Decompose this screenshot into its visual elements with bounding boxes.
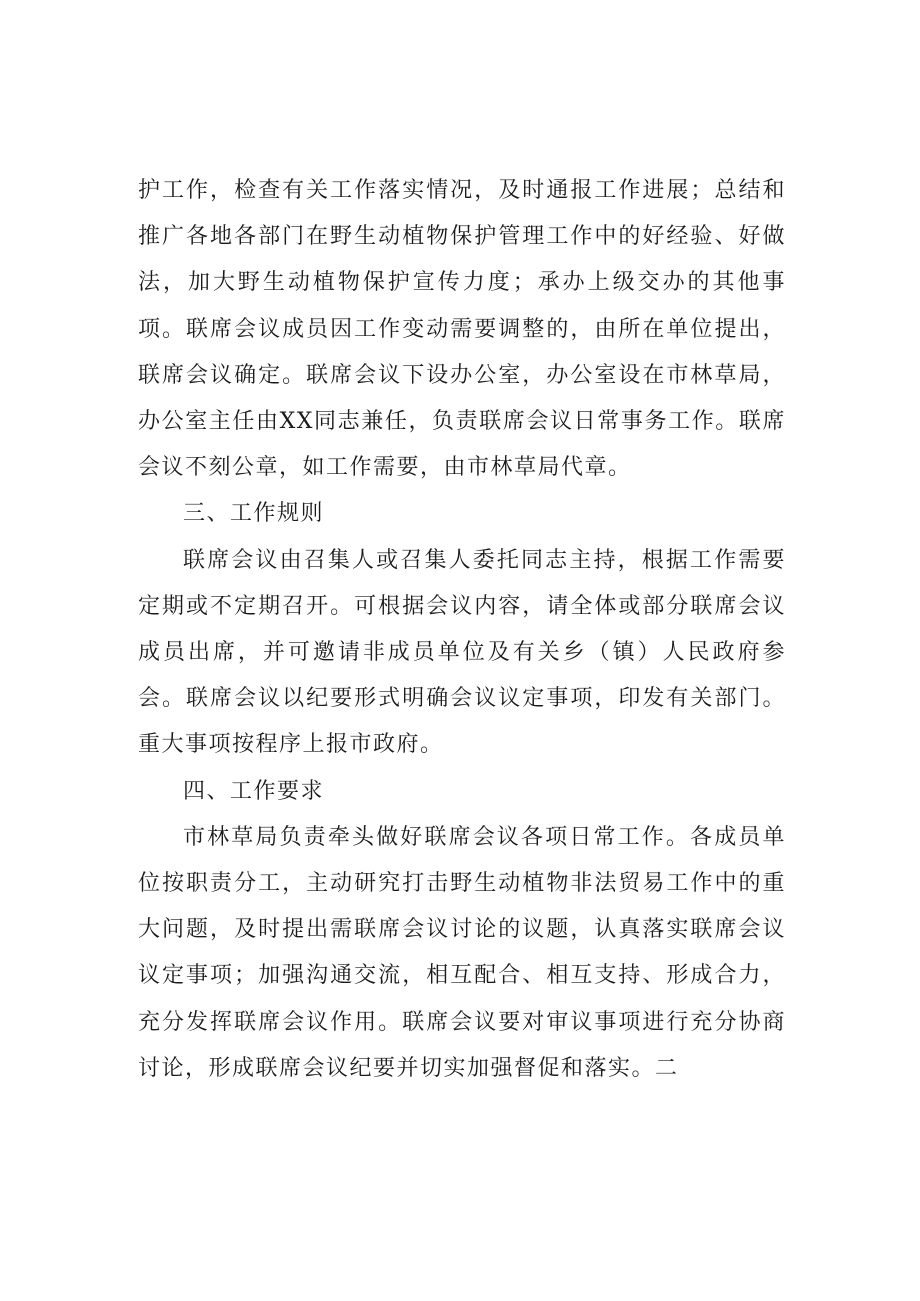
paragraph-work-requirements: 市林草局负责牵头做好联席会议各项日常工作。各成员单位按职责分工，主动研究打击野生动植物非法贸易工作中的重大问题，及时提出需联席会议讨论的议题，认真落实联席会议议定事项；加强沟通交流，相互配合、相互支持、形成合力，充分发挥联席会议作用。联席会议要对审议事项进行充分协商讨论，形成联席会议纪要并切实加强督促和落实。二 xyxy=(138,824,786,1081)
paragraph-work-rules: 联席会议由召集人或召集人委托同志主持，根据工作需要定期或不定期召开。可根据会议内容，请全体或部分联席会议成员出席，并可邀请非成员单位及有关乡（镇）人民政府参会。联席会议以纪要形式明确会议议定事项，印发有关部门。重大事项按程序上报市政府。 xyxy=(138,547,786,758)
section-heading-work-requirements: 四、工作要求 xyxy=(183,778,325,804)
document-body xyxy=(138,168,786,1092)
section-heading-work-rules: 三、工作规则 xyxy=(183,501,325,527)
paragraph-duties-continued: 护工作，检查有关工作落实情况，及时通报工作进展；总结和推广各地各部门在野生动植物保护管理工作中的好经验、好做法，加大野生动植物保护宣传力度；承办上级交办的其他事项。联席会议成员因工作变动需要调整的，由所在单位提出，联席会议确定。联席会议下设办公室，办公室设在市林草局，办公室主任由XX同志兼任，负责联席会议日常事务工作。联席会议不刻公章，如工作需要，由市林草局代章。 xyxy=(138,178,786,481)
